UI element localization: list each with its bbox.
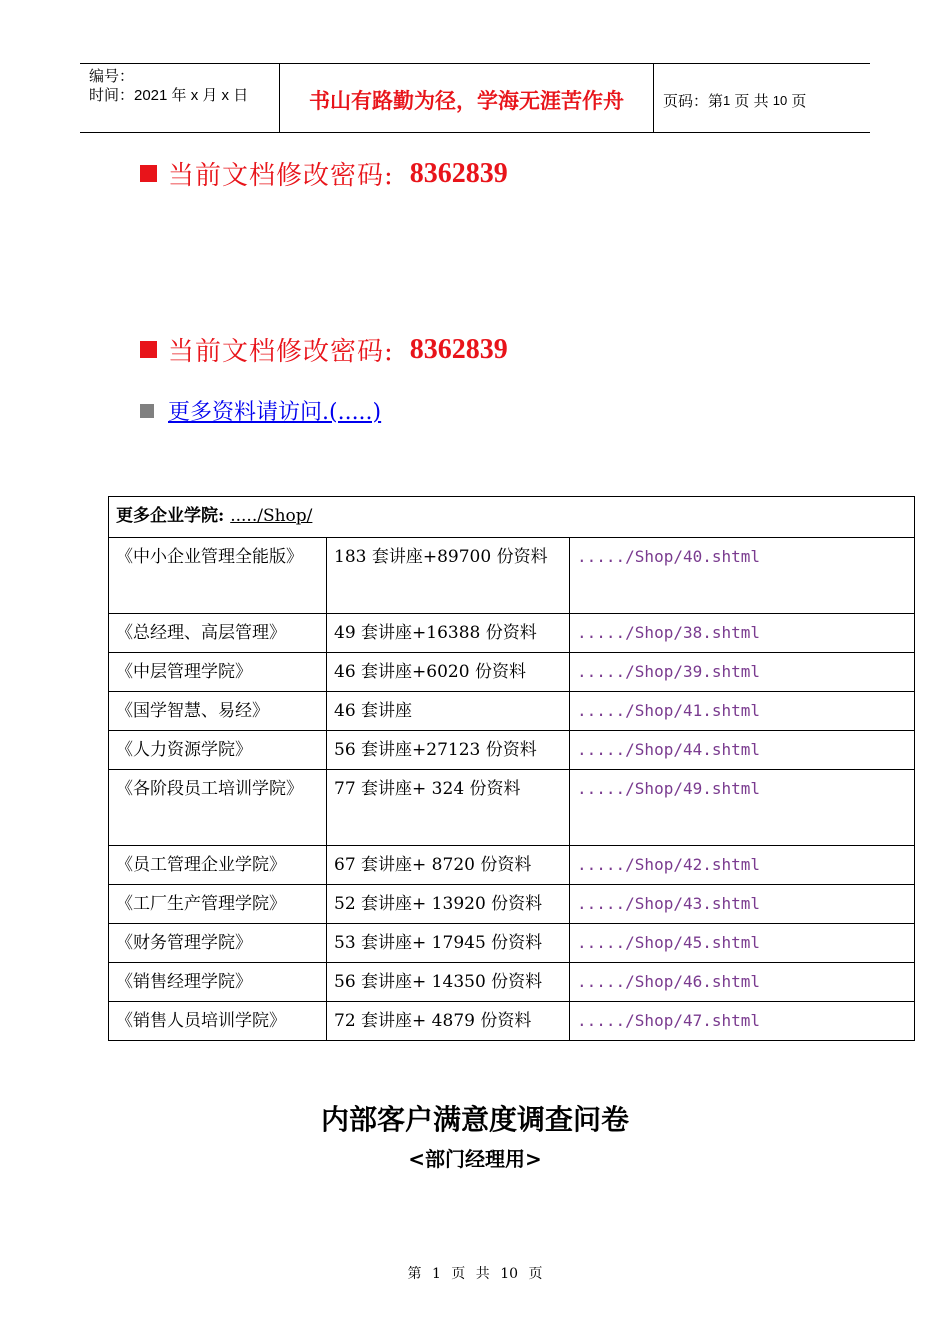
- row-url[interactable]: ...../Shop/40.shtml: [570, 538, 915, 614]
- row-desc: 49 套讲座+16388 份资料: [327, 614, 570, 653]
- row-name: 《中小企业管理全能版》: [109, 538, 327, 614]
- table-row: [109, 1002, 915, 1041]
- table-row: [109, 885, 915, 924]
- academy-table: [108, 496, 915, 1041]
- row-url[interactable]: ...../Shop/42.shtml: [570, 846, 915, 885]
- row-name: 《中层管理学院》: [109, 653, 327, 692]
- page-end: 页: [791, 92, 807, 110]
- page-footer: 第 1 页 共 10 页: [407, 1266, 543, 1282]
- row-desc: 183 套讲座+89700 份资料: [327, 538, 570, 614]
- table-row: [109, 692, 915, 731]
- more-resources: [140, 395, 381, 426]
- table-header-cell: [109, 497, 915, 538]
- row-url[interactable]: ...../Shop/39.shtml: [570, 653, 915, 692]
- row-desc: 46 套讲座: [327, 692, 570, 731]
- password-label: 当前文档修改密码:: [168, 337, 394, 367]
- row-desc: 53 套讲座+ 17945 份资料: [327, 924, 570, 963]
- table-row: [109, 846, 915, 885]
- password-value: 8362839: [409, 157, 508, 189]
- header-meta: [80, 64, 280, 132]
- table-row: [109, 731, 915, 770]
- row-url[interactable]: ...../Shop/49.shtml: [570, 770, 915, 846]
- red-square-bullet-icon: [140, 341, 157, 358]
- row-name: 《财务管理学院》: [109, 924, 327, 963]
- row-name: 《工厂生产管理学院》: [109, 885, 327, 924]
- table-row: [109, 924, 915, 963]
- password-value: 8362839: [409, 333, 508, 365]
- row-desc: 56 套讲座+ 14350 份资料: [327, 963, 570, 1002]
- table-row: [109, 538, 915, 614]
- page-label: 页码：第: [663, 92, 724, 110]
- row-url[interactable]: ...../Shop/43.shtml: [570, 885, 915, 924]
- document-title: 内部客户满意度调查问卷: [320, 1103, 629, 1136]
- row-name: 《销售人员培训学院》: [109, 1002, 327, 1041]
- row-desc: 56 套讲座+27123 份资料: [327, 731, 570, 770]
- table-row: [109, 770, 915, 846]
- row-name: 《国学智慧、易经》: [109, 692, 327, 731]
- page-header: [80, 63, 870, 133]
- row-name: 《员工管理企业学院》: [109, 846, 327, 885]
- header-time: 时间：2021 年 x 月 x 日: [89, 87, 249, 104]
- red-square-bullet-icon: [140, 165, 157, 182]
- row-desc: 72 套讲座+ 4879 份资料: [327, 1002, 570, 1041]
- header-motto: 书山有路勤为径，学海无涯苦作舟: [280, 64, 654, 132]
- row-url[interactable]: ...../Shop/44.shtml: [570, 731, 915, 770]
- row-url[interactable]: ...../Shop/45.shtml: [570, 924, 915, 963]
- row-url[interactable]: ...../Shop/47.shtml: [570, 1002, 915, 1041]
- password-line-2: [140, 331, 508, 368]
- row-desc: 67 套讲座+ 8720 份资料: [327, 846, 570, 885]
- row-name: 《总经理、高层管理》: [109, 614, 327, 653]
- row-url[interactable]: ...../Shop/41.shtml: [570, 692, 915, 731]
- page-mid: 页 共: [734, 92, 769, 110]
- row-name: 《各阶段员工培训学院》: [109, 770, 327, 846]
- table-row: [109, 653, 915, 692]
- header-number: 编号：: [89, 68, 135, 85]
- table-row: [109, 614, 915, 653]
- gray-square-bullet-icon: [140, 404, 154, 418]
- row-desc: 77 套讲座+ 324 份资料: [327, 770, 570, 846]
- table-row: [109, 963, 915, 1002]
- header-page-info: [654, 64, 870, 132]
- row-url[interactable]: ...../Shop/46.shtml: [570, 963, 915, 1002]
- row-name: 《销售经理学院》: [109, 963, 327, 1002]
- row-desc: 46 套讲座+6020 份资料: [327, 653, 570, 692]
- password-line-1: [140, 155, 508, 192]
- table-header-label: 更多企业学院:: [116, 506, 225, 526]
- password-label: 当前文档修改密码:: [168, 161, 394, 191]
- row-name: 《人力资源学院》: [109, 731, 327, 770]
- page-current: 1: [723, 92, 731, 108]
- table-header-link[interactable]: ...../Shop/: [230, 506, 313, 526]
- more-resources-link[interactable]: 更多资料请访问.(.....): [168, 400, 382, 425]
- page-total: 10: [772, 92, 788, 108]
- row-url[interactable]: ...../Shop/38.shtml: [570, 614, 915, 653]
- document-subtitle: <部门经理用>: [408, 1147, 542, 1171]
- row-desc: 52 套讲座+ 13920 份资料: [327, 885, 570, 924]
